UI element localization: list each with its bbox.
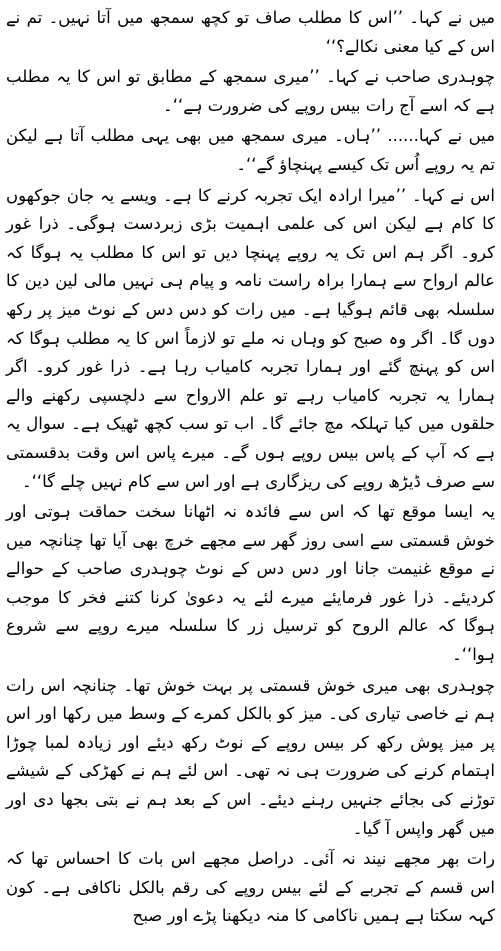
paragraph-6: چوہدری بھی میری خوش قسمتی پر بہت خوش تھا۔ چنانچہ اس رات ہم نے خاصی تیاری کی۔ میز کو بالکل کمرے کے وسط میں رکھا اور اس پر میز پوش رکھ کر بیس روپے کے نوٹ رکھ دیئے اور زیادہ لمبا چوڑا اہتمام کرنے کی ضرورت ہی نہ تھی۔ اس لئے ہم نے کھڑکی کے شیشے توڑنے کی بجائے جنہیں رہنے دیئے۔ اس کے بعد ہم نے بتی بجھا دی اور میں گھر واپس آ گیا۔ bbox=[6, 675, 495, 838]
paragraph-3: میں نے کہا...... ’’ہاں۔ میری سمجھ میں بھی یہی مطلب آتا ہے لیکن تم یہ روپے اُس تک کیسے پہنچاؤ گے‘‘۔ bbox=[6, 126, 495, 174]
paragraph-4: اس نے کہا۔ ’’میرا ارادہ ایک تجربہ کرنے کا ہے۔ ویسے یہ جان جوکھوں کا کام ہے لیکن اس کی علمی اہمیت بڑی زبردست ہوگی۔ ذرا غور کرو۔ اگر ہم اس تک یہ روپے پہنچا دیں تو اس کا مطلب یہ ہوگا کہ عالم ارواح سے ہمارا براہ راست نامہ و پیام ہی نہیں مالی لین دین کا سلسلہ بھی قائم ہوگیا ہے۔ میں رات کو دس دس کے نوٹ میز پر رکھ دوں گا۔ اگر وہ صبح کو وہاں نہ ملے تو لازماً اس کا یہ مطلب ہوگا کہ اس کو پہنچ گئے اور ہمارا تجربہ کامیاب رہا ہے۔ ذرا غور کرو۔ اگر ہمارا یہ تجربہ کامیاب رہے تو علم الارواح سے دلچسپی رکھنے والے حلقوں میں کیا تہلکہ مچ جائے گا۔ اب تو سب کچھ ٹھیک ہے۔ سوال یہ ہے کہ آپ کے پاس بیس روپے ہوں گے۔ میرے پاس اس وقت بدقسمتی سے صرف ڈیڑھ روپے کی ریزگاری ہے اور اس سے کام نہیں چلے گا‘‘۔ bbox=[6, 185, 495, 491]
paragraph-5: یہ ایسا موقع تھا کہ اس سے فائدہ نہ اٹھانا سخت حماقت ہوتی اور خوش قسمتی سے اسی روز گھر سے مجھے خرچ بھی آیا تھا چنانچہ میں نے موقع غنیمت جانا اور دس دس کے نوٹ چوہدری صاحب کے حوالے کردیئے۔ ذرا غور فرمایئے میرے لئے یہ دعویٰ کرنا کتنے فخر کا موجب ہوگا کہ عالم الروح کو ترسیل زر کا سلسلہ میرے روپے سے شروع ہوا‘‘۔ bbox=[6, 502, 495, 665]
paragraph-7: رات بھر مجھے نیند نہ آئی۔ دراصل مجھے اس بات کا احساس تھا کہ اس قسم کے تجربے کے لئے بیس روپے کی رقم بالکل ناکافی ہے۔ کون کہہ سکتا ہے ہمیں ناکامی کا منہ دیکھنا پڑے اور صبح bbox=[6, 849, 495, 926]
paragraph-1: میں نے کہا۔ ’’اس کا مطلب صاف تو کچھ سمجھ میں آتا نہیں۔ تم نے اس کے کیا معنی نکالے؟‘‘ bbox=[6, 8, 495, 56]
paragraph-2: چوہدری صاحب نے کہا۔ ’’میری سمجھ کے مطابق تو اس کا یہ مطلب ہے کہ اسے آج رات بیس روپے کی ضرورت ہے‘‘۔ bbox=[6, 67, 495, 115]
